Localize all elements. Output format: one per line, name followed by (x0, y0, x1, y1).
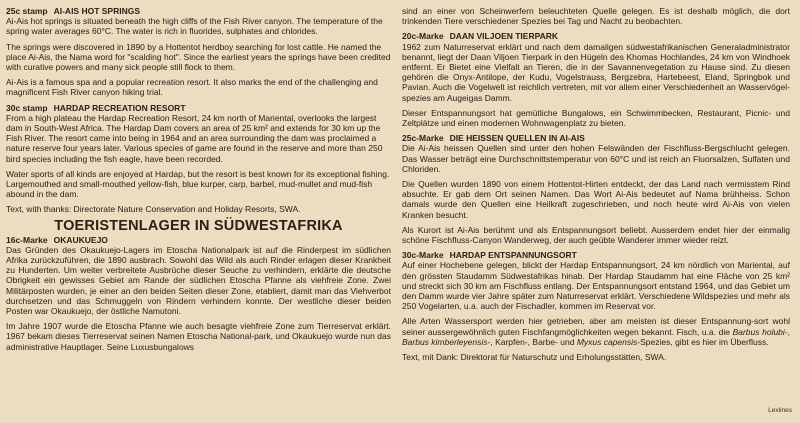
paragraph: Die Quellen wurden 1890 von einem Hottentot-Hirten entdeckt, der das Land nach vermisstem Rind absuchte. Er gab dem Ort seinen Namen. Das Wort Ai-Ais bedeutet auf Nama brühheiss. Schon damals wurde den Quellen eine Heilkraft zugeschrieben, und noch heute wird Ai-Ais von vielen Kranken besucht. (402, 179, 790, 220)
text-run: -Spezies, gibt es hier im Überfluss. (637, 336, 769, 347)
stamp-value: 25c stamp (6, 6, 48, 16)
paragraph: Das Gründen des Okaukuejo-Lagers im Etoscha Nationalpark ist auf die Rinderpest im südlichen Afrika zurückzuführen, die 1890 ausbrach. Sowohl das Wild als auch Rinder erlagen dieser Krankheit zu Hunderten. Um weiter verbreitete Ausbrüche dieser Seuche zu verhindern, erklärte die deutsche Obrigkeit ein gewisses Gebiet am Rande der südlichen Etoscha Pfanne als viehfreie Zone. Zwei Militärposten wurden, je einer an den beiden Seiten dieser Zone, etabliert, damit man das Viehverbot durchsetzen und das Schmuggeln von Rindern verhindern konnte. Der westliche dieser beiden Posten war Okaukuejo, der östliche Namutoni. (6, 244, 391, 317)
species-name: Barbus holubi (732, 326, 785, 337)
paragraph: Dieser Entspannungsort hat gemütliche Bungalows, ein Schwimmbecken, Restaurant, Picnic- und Zeltplätze und einen modernen Wohnwagenplatz zu bieten. (402, 107, 790, 129)
section-heading-hardap-en (6, 103, 391, 113)
paragraph (402, 316, 790, 347)
section-title: HARDAP RECREATION RESORT (53, 102, 186, 113)
section-title: HARDAP ENTSPANNUNGSORT (449, 250, 577, 261)
paragraph: The springs were discovered in 1890 by a Hottentot herdboy searching for lost cattle. He named the place Ai-Ais, the Nama word for "scalding hot". Since the earliest years the springs have been credited with curative powers and many sick people still flock to them. (6, 41, 391, 73)
stamp-value: 25c-Marke (402, 133, 444, 144)
section-heading-daan-viljoen (402, 31, 790, 41)
stamp-value: 16c-Marke (6, 234, 48, 245)
section-heading-ai-ais-de (402, 133, 790, 143)
credit-line: Text, with thanks: Directorate Nature Conservation and Holiday Resorts, SWA. (6, 204, 301, 215)
printer-logo: Lexlines (768, 407, 792, 414)
text-run: -, Karpfen-, Barbe- und (487, 336, 577, 347)
species-name: Barbus kimberleyensis (402, 336, 488, 347)
right-column (402, 6, 790, 367)
paragraph: 1962 zum Naturreservat erklärt und nach dem damaligen südwestafrikanischen Generaladministrator benannt, liegt der Daan Viljoen Tierpark in den Hügeln des Khomas Hochlandes, 24 km von Windhoek entfernt. Er Bietet eine Vielfalt an Tieren, die in der Savannenvegetation zu Hause sind. Zu diesen gehören die Onyx-Antilope, der Kudu, Vogelstrauss, Bergzebra, Hartebeest, Eland, Springbok und Pavian. Auch die Vogelwelt ist reichlich vertreten, mit vor allem einer Verschiedenheit an Wasservögel-spezies am Augeigas Damm. (402, 41, 790, 103)
text-run: Alle Arten Wassersport werden hier getrieben, aber am meisten ist dieser Entspannung-sort wohl seiner aussergewöhnlich guten Fischfangmöglichkeiten wegen bekannt. Fisch, u.a. die (402, 316, 790, 337)
paragraph: Auf einer Hochebene gelegen, blickt der Hardap Entspannungsort, 24 km nördlich von Mariental, auf den grössten Staudamm Südwestafrikas hinab. Der Hardap Staudamm hat eine Fläche von 25 km² und streckt sich 30 km am Fischfluss entlang. Der Entspannungsort entstand 1964, und das Gebiet um den Damm wurde vier Jahre später zum Naturreservat erklärt. Verschiedene Wildspezies und mehr als 250 Vogelarten, u.a. auch der Fischadler, kommen im Reservat vor. (402, 260, 790, 312)
paragraph: Als Kurort ist Ai-Ais berühmt und als Entspannungsort beliebt. Ausserdem endet hier der einmalig schöne Fischfluss-Canyon Wanderweg, der auch geübte Wanderer immer wieder reizt. (402, 224, 790, 246)
stamp-value: 20c-Marke (402, 31, 444, 42)
species-name: Myxus capensis (576, 336, 638, 347)
left-column (6, 6, 391, 357)
section-heading-ai-ais-en (6, 6, 391, 16)
paragraph: sind an einer von Scheinwerfern beleuchteten Quelle gelegen. Es ist deshalb möglich, die dort trinkenden Tiere verschiedener Spezies bei Tag und Nacht zu beobachten. (402, 6, 790, 27)
section-title: DIE HEISSEN QUELLEN IN AI-AIS (449, 133, 585, 144)
paragraph: Ai-Ais is a famous spa and a popular recreation resort. It also marks the end of the challenging and magnificent Fish River canyon hiking trial. (6, 77, 378, 98)
section-title: OKAUKUEJO (53, 234, 108, 245)
section-title: DAAN VILJOEN TIERPARK (449, 31, 559, 42)
paragraph: Ai-Ais hot springs is situated beneath the high cliffs of the Fish River canyon. The temperature of the spring water averages 60°C. The water is rich in fluorides, sulphates and chlorides. (6, 16, 383, 37)
credit-line: Text, mit Dank: Direktorat für Naturschutz und Erholungsstätten, SWA. (402, 352, 667, 363)
paragraph: Die Ai-Ais heissen Quellen sind unter den hohen Felswänden der Fischfluss-Bergschlucht gelegen. Das Wasser beträgt eine Durchschnittstemperatur von 60°C und ist reich an Fluorsalzen, Sulfaten und Chloriden. (402, 143, 790, 174)
paragraph: From a high plateau the Hardap Recreation Resort, 24 km north of Mariental, overlooks the largest dam in South-West Africa. The Hardap Dam covers an area of 25 km² and extends for 30 km up the Fish River. The resort came into being in 1964 and an area surrounding the dam was proclaimed a nature reserve four years later. Various species of game are found in the reserve and more than 250 bird species including the fish eagle, have been recorded. (6, 112, 383, 164)
german-main-heading: TOERISTENLAGER IN SÜDWESTAFRIKA (54, 217, 343, 234)
stamp-value: 30c-Marke (402, 250, 444, 261)
paragraph: Water sports of all kinds are enjoyed at Hardap, but the resort is best known for its exceptional fishing. Largemouthed and small-mouthed yellow-fish, blue kurper, carp, barbel, mud-mullet and mud-fish abound in the dam. (6, 168, 390, 200)
text-run: -, (784, 326, 791, 337)
paragraph: Im Jahre 1907 wurde die Etoscha Pfanne wie auch besagte viehfreie Zone zum Tierreservat erklärt. 1967 bekam dieses Tierreservat seinen Namen Etoscha National-park, und Okaukuejo wurde nun das administrative Hauptlager. Seine Luxusbungalows (6, 321, 391, 352)
stamp-value: 30c stamp (6, 102, 48, 113)
section-heading-okaukuejo (6, 235, 391, 245)
section-title: AI-AIS HOT SPRINGS (53, 6, 141, 16)
section-heading-hardap-de (402, 250, 790, 260)
